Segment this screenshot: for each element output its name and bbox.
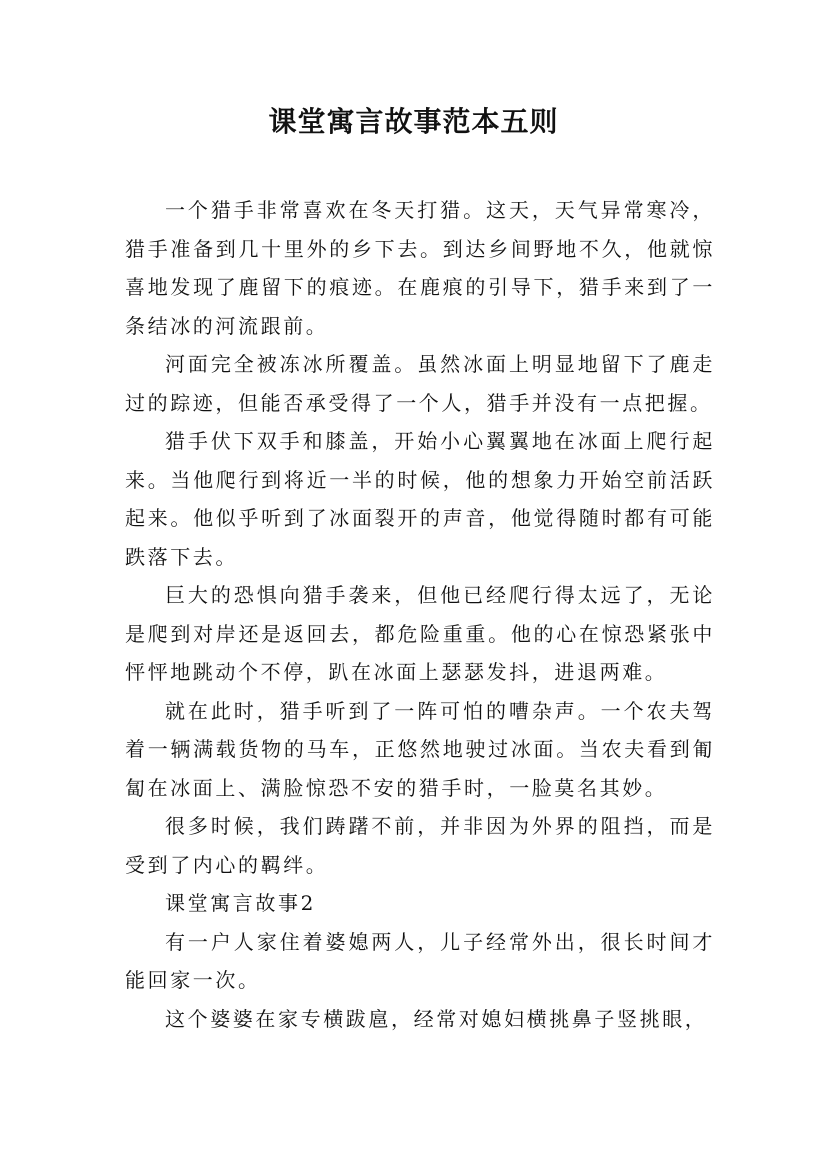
paragraph-4: 巨大的恐惧向猎手袭来，但他已经爬行得太远了，无论是爬到对岸还是返回去，都危险重重。他的心在惊恐紧张中怦怦地跳动个不停，趴在冰面上瑟瑟发抖，进退两难。: [125, 583, 715, 684]
paragraph-2: 河面完全被冻冰所覆盖。虽然冰面上明显地留下了鹿走过的踪迹，但能否承受得了一个人，猎手并没有一点把握。: [125, 352, 715, 415]
document-body: [125, 191, 715, 1038]
paragraph-3: 猎手伏下双手和膝盖，开始小心翼翼地在冰面上爬行起来。当他爬行到将近一半的时候，他的想象力开始空前活跃起来。他似乎听到了冰面裂开的声音，他觉得随时都有可能跌落下去。: [125, 429, 715, 569]
paragraph-7: 有一户人家住着婆媳两人，儿子经常外出，很长时间才能回家一次。: [125, 929, 715, 992]
paragraph-6: 很多时候，我们踌躇不前，并非因为外界的阻挡，而是受到了内心的羁绊。: [125, 814, 715, 877]
section-heading-story-2: 课堂寓言故事2: [165, 891, 316, 915]
paragraph-8: 这个婆婆在家专横跋扈，经常对媳妇横挑鼻子竖挑眼，: [165, 1006, 708, 1031]
paragraph-1: 一个猎手非常喜欢在冬天打猎。这天，天气异常寒冷，猎手准备到几十里外的乡下去。到达乡间野地不久，他就惊喜地发现了鹿留下的痕迹。在鹿痕的引导下，猎手来到了一条结冰的河流跟前。: [125, 198, 715, 338]
document-title: 课堂寓言故事范本五则: [268, 105, 559, 138]
paragraph-5: 就在此时，猎手听到了一阵可怕的嘈杂声。一个农夫驾着一辆满载货物的马车，正悠然地驶过冰面。当农夫看到匍匐在冰面上、满脸惊恐不安的猎手时，一脸莫名其妙。: [125, 698, 715, 800]
